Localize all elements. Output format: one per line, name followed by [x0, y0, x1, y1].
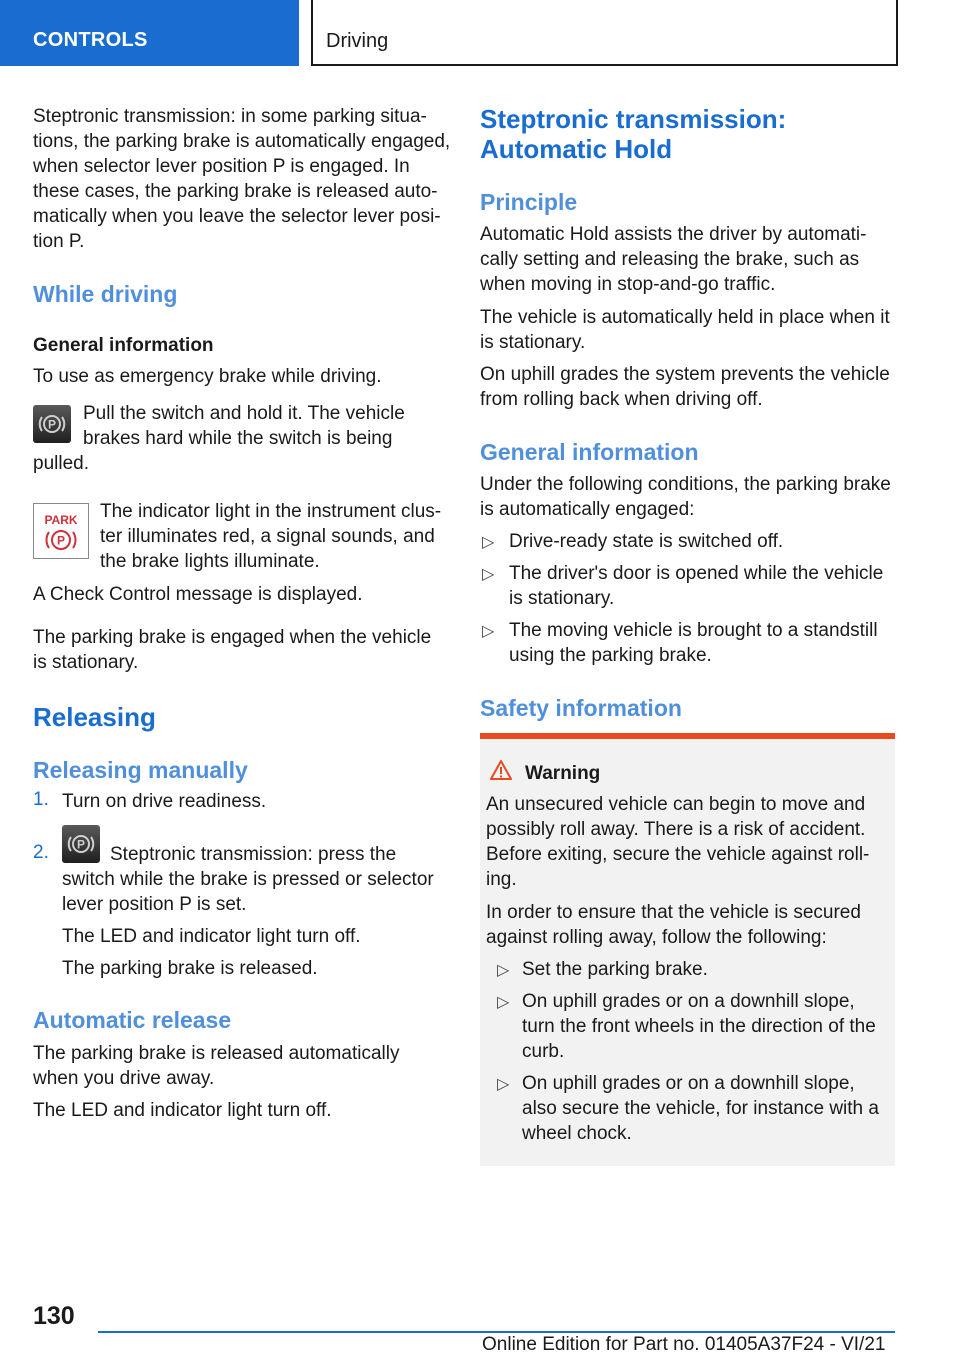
step-text: Steptronic transmission: press the: [110, 844, 397, 865]
warning-bullet-text: wheel chock.: [522, 1123, 632, 1144]
step-number: 2.: [33, 842, 49, 863]
uphill-line: from rolling back when driving off.: [480, 389, 763, 410]
triangle-bullet-icon: ▷: [482, 566, 495, 583]
triangle-bullet-icon: ▷: [497, 1076, 510, 1093]
intro-line: these cases, the parking brake is released auto‐: [33, 181, 438, 202]
released-text: The parking brake is released.: [62, 958, 318, 979]
led-off-text: The LED and indicator light turn off.: [62, 926, 361, 947]
bullet-text: is stationary.: [509, 588, 615, 609]
pull-line: brakes hard while the switch is being: [83, 428, 393, 449]
intro-line: when selector lever position P is engaged. In: [33, 156, 410, 177]
svg-text:P: P: [47, 417, 57, 432]
auto-line: The parking brake is released automatically: [33, 1043, 400, 1064]
principle-line: Automatic Hold assists the driver by automati‐: [480, 224, 867, 245]
park-label: PARK: [44, 513, 78, 527]
warning-triangle-icon: [489, 759, 513, 786]
warning-line: In order to ensure that the vehicle is secured: [486, 902, 861, 923]
engaged-line: The parking brake is engaged when the vehicle: [33, 627, 432, 648]
page-number: 130: [33, 1302, 75, 1330]
heading-safety-information: Safety information: [480, 695, 682, 721]
uphill-line: On uphill grades the system prevents the vehicle: [480, 364, 890, 385]
warning-title: Warning: [525, 763, 601, 784]
principle-line: cally setting and releasing the brake, such as: [480, 249, 860, 270]
held-line: The vehicle is automatically held in place when it: [480, 307, 890, 328]
emergency-text: To use as emergency brake while driving.: [33, 366, 382, 387]
warning-bullet-text: On uphill grades or on a downhill slope,: [522, 991, 855, 1012]
conditions-line: is automatically engaged:: [480, 499, 695, 520]
step-text: Turn on drive readiness.: [62, 791, 267, 812]
heading-general-information: General information: [480, 439, 699, 465]
triangle-bullet-icon: ▷: [497, 994, 510, 1011]
edition-text: Online Edition for Part no. 01405A37F24 - VI/21: [482, 1334, 886, 1355]
bullet-text: using the parking brake.: [509, 645, 712, 666]
conditions-line: Under the following conditions, the parking brake: [480, 474, 891, 495]
heading-while-driving: While driving: [33, 281, 178, 307]
section-label: CONTROLS: [33, 29, 148, 51]
warning-line: ing.: [486, 869, 517, 890]
indicator-line: The indicator light in the instrument clus‐: [100, 501, 442, 522]
warning-line: against rolling away, follow the following:: [486, 927, 827, 948]
triangle-bullet-icon: ▷: [482, 534, 495, 551]
intro-line: tions, the parking brake is automatically engaged,: [33, 131, 451, 152]
bullet-text: Drive-ready state is switched off.: [509, 531, 784, 552]
park-indicator-icon: [33, 503, 89, 559]
parking-brake-switch-icon: [62, 825, 100, 863]
heading-title-line: Steptronic transmission:: [480, 104, 787, 134]
heading-principle: Principle: [480, 189, 578, 215]
warning-bullet-text: curb.: [522, 1041, 565, 1062]
principle-line: when moving in stop-and-go traffic.: [480, 274, 776, 295]
step-text: switch while the brake is pressed or selector: [62, 869, 434, 890]
svg-text:P: P: [56, 533, 66, 548]
pull-line: pulled.: [33, 453, 89, 474]
warning-line: An unsecured vehicle can begin to move and: [486, 794, 866, 815]
warning-bullet-text: also secure the vehicle, for instance with a: [522, 1098, 879, 1119]
intro-line: Steptronic transmission: in some parking situa‐: [33, 106, 427, 127]
heading-releasing-manually: Releasing manually: [33, 757, 248, 783]
svg-text:P: P: [76, 837, 86, 852]
triangle-bullet-icon: ▷: [497, 962, 510, 979]
warning-bullet-text: Set the parking brake.: [522, 959, 708, 980]
step-text: lever position P is set.: [62, 894, 247, 915]
section-tab: [0, 0, 299, 66]
auto-led-text: The LED and indicator light turn off.: [33, 1100, 332, 1121]
heading-general-information: General information: [33, 335, 214, 356]
warning-line: Before exiting, secure the vehicle against roll‐: [486, 844, 870, 865]
warning-bullet-text: On uphill grades or on a downhill slope,: [522, 1073, 855, 1094]
heading-automatic-release: Automatic release: [33, 1007, 232, 1033]
engaged-line: is stationary.: [33, 652, 139, 673]
indicator-line: the brake lights illuminate.: [100, 551, 320, 572]
parking-brake-switch-icon: [33, 405, 71, 443]
auto-line: when you drive away.: [33, 1068, 215, 1089]
warning-bullet-text: turn the front wheels in the direction of the: [522, 1016, 876, 1037]
check-control-text: A Check Control message is displayed.: [33, 584, 363, 605]
chapter-label: Driving: [326, 30, 389, 52]
triangle-bullet-icon: ▷: [482, 623, 495, 640]
warning-line: possibly roll away. There is a risk of accident.: [486, 819, 866, 840]
bullet-text: The driver's door is opened while the vehicle: [509, 563, 884, 584]
bullet-text: The moving vehicle is brought to a standstill: [509, 620, 878, 641]
step-number: 1.: [33, 789, 49, 810]
intro-line: matically when you leave the selector lever posi‐: [33, 206, 441, 227]
heading-releasing: Releasing: [33, 702, 156, 732]
footer-rule: [98, 1331, 895, 1333]
heading-title-line: Automatic Hold: [480, 134, 673, 164]
indicator-line: ter illuminates red, a signal sounds, and: [100, 526, 435, 547]
chapter-tab: [311, 0, 898, 66]
intro-line: tion P.: [33, 231, 85, 252]
pull-line: Pull the switch and hold it. The vehicle: [83, 403, 405, 424]
held-line: is stationary.: [480, 332, 586, 353]
